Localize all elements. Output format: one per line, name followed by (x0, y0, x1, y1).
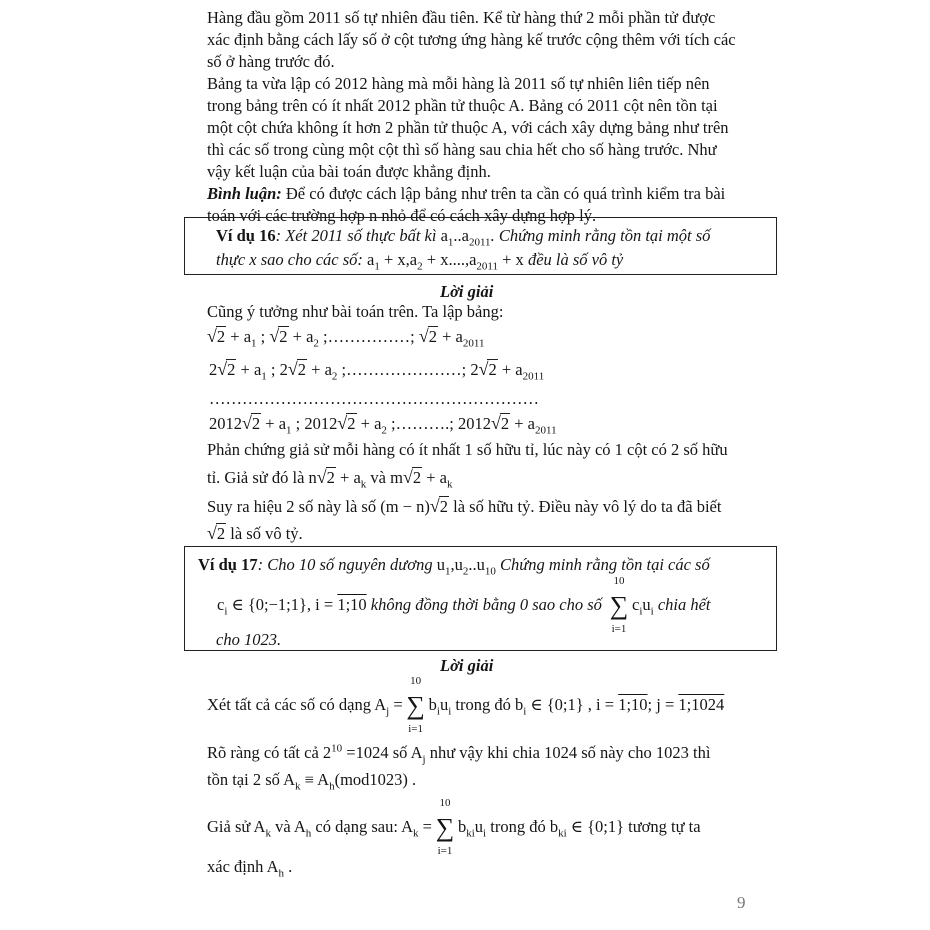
intro-line-2: xác định bằng cách lấy số ở cột tương ứng hàng kế trước cộng thêm với tích các (207, 30, 736, 49)
l3-text-a: tồn tại 2 số (207, 770, 284, 789)
intro-line-4: Bảng ta vừa lập có 2012 hàng mà mỗi hàng là 2011 số tự nhiên liên tiếp nên (207, 74, 710, 93)
p3-text-b: là số hữu tỷ. Điều này vô lý do ta đã biết (449, 497, 722, 516)
sum-symbol: 10 ∑ i=1 (609, 575, 629, 635)
l2-text-c: như vậy khi chia 1024 số này cho 1023 thì (425, 743, 711, 762)
intro-line-1: Hàng đầu gồm 2011 số tự nhiên đầu tiên. Kể từ hàng thứ 2 mỗi phần tử được (207, 8, 716, 27)
example-17-text-1: : Cho 10 số nguyên dương (257, 555, 437, 574)
solution-16-para-2: tỉ. Giả sử đó là $n√2 + a_k$ và $m√2 + a_k$ (207, 467, 453, 491)
example-16-line-1 (216, 226, 711, 249)
comment-label: Bình luận: (207, 184, 282, 203)
example-16-label: Ví dụ 16 (216, 226, 276, 245)
row-4-dots: ………. (395, 414, 450, 433)
solution-16-para-4: √2 là số vô tỷ. (207, 523, 303, 543)
page-number: 9 (737, 893, 746, 912)
table-row-1: $√2 + a_1$ ; $√2 + a_2$ ;……………; $√2 + a_{2011}$ (207, 326, 485, 350)
comment-line (207, 184, 725, 204)
l1-text-a: Xét tất cả các số có dạng (207, 694, 375, 714)
p4-text: là số vô tỷ. (226, 524, 303, 543)
l5-text-a: xác định (207, 857, 267, 876)
p2-text-b: và (366, 468, 391, 487)
l2-text-a: Rõ ràng có tất cả (207, 743, 323, 762)
p2-text-a: tỉ. Giả sử đó là (207, 468, 309, 487)
example-17-line-3: cho 1023. (216, 630, 282, 649)
l4-text-e: tương tự ta (624, 816, 701, 836)
example-17-line-1 (198, 555, 710, 578)
example-17-text-2: Chứng minh rằng tồn tại các số (495, 555, 710, 574)
intro-line-10: toán với các trường hợp n nhỏ để có cách xây dựng hợp lý. (207, 206, 597, 225)
intro-line-8: vậy kết luận của bài toán được khẳng định. (207, 162, 491, 181)
solution-17-line-5: xác định $A_h$ . (207, 857, 293, 880)
example-16-line-2 (216, 250, 624, 273)
table-dots-row: …………………………………………………… (209, 389, 539, 408)
solution-16-line-1: Cũng ý tưởng như bài toán trên. Ta lập bảng: (207, 302, 504, 321)
example-17-line-2: $c_i$ ∈ {0;−1;1}, i = 1;10 không đồng thời bằng 0 sao cho số 10 ∑ i=1 $c_iu_i$ chia hết (217, 575, 711, 635)
solution-17-line-3: tồn tại 2 số $A_k \equiv A_h(mod1023)$ . (207, 770, 417, 793)
solution-16-para-1: Phản chứng giả sử mỗi hàng có ít nhất 1 số hữu tỉ, lúc này có 1 cột có 2 số hữu (207, 440, 728, 459)
solution-17-line-1: Xét tất cả các số có dạng $A_j$ = 10 ∑ i=1 $b_iu_i$ trong đó $b_i$ ∈ {0;1} , i = 1;10; j = 1;1024 (207, 675, 725, 735)
solution-16-title: Lời giải (440, 282, 494, 301)
intro-line-7: thì các số trong cùng một cột thì số hàng sau chia hết cho số hàng trước. Như (207, 140, 717, 159)
l2-text-b: =1024 số (342, 743, 411, 762)
intro-line-5: trong bảng trên có ít nhất 2012 phần tử thuộc A. Bảng có 2011 cột nên tồn tại (207, 96, 718, 115)
row-2-dots: ………………… (346, 360, 462, 379)
intro-line-6: một cột chứa không ít hơn 2 phần tử thuộc A, với cách xây dựng bảng như trên (207, 118, 729, 137)
math-u1-u10: $u_1,u_2..u_{10}$ (436, 555, 496, 578)
l4-text-d: trong đó (486, 816, 550, 836)
solution-17-title: Lời giải (440, 656, 494, 675)
l1-text-b: trong đó (451, 694, 515, 714)
solution-16-para-3: Suy ra hiệu 2 số này là số (m − n)√2 là số hữu tỷ. Điều này vô lý do ta đã biết (207, 496, 722, 516)
example-16-text-3: thực x sao cho các số: (216, 250, 368, 269)
example-17-text-4: chia hết (653, 594, 711, 614)
math-ci-set: $c_i$ ∈ {0;−1;1}, i = 1;10 (217, 594, 367, 618)
math-a-plus-x: $a_1 + x,a_2 + x....,a_{2011} + x$ (367, 250, 524, 273)
example-16-text-4: đều là số vô tỷ (523, 250, 624, 269)
solution-17-line-4: Giả sử $A_k$ và $A_h$ có dạng sau: $A_k$ = 10 ∑ i=1 $b_{ki}u_i$ trong đó $b_{ki}$ ∈ {0;1} tương tự ta (207, 797, 701, 857)
solution-17-line-2: Rõ ràng có tất cả $2^{10} =1024$ số $A_j$ như vậy khi chia 1024 số này cho 1023 thì (207, 742, 711, 766)
l4-text-c: có dạng sau: (311, 816, 402, 836)
math-a1-a2011: $a_1..a_{2011}$ (440, 226, 491, 249)
example-16-text-2: . Chứng minh rằng tồn tại một số (490, 226, 711, 245)
example-16-text-1: : Xét 2011 số thực bất kì (275, 226, 441, 245)
comment-text: Để có được cách lập bảng như trên ta cần có quá trình kiểm tra bài (281, 184, 726, 203)
table-row-2: $2√2 + a_1$ ; $2√2 + a_2$ ;…………………; $2√2 + a_{2011}$ (209, 359, 545, 383)
p3-text-a: Suy ra hiệu 2 số này là số (207, 497, 381, 516)
row-1-dots: …………… (327, 327, 411, 346)
intro-line-3: số ở hàng trước đó. (207, 52, 335, 71)
table-row-4: $2012√2 + a_1$ ; $2012√2 + a_2$ ;……….; $2012√2 + a_{2011}$ (209, 413, 557, 437)
l4-text-b: và (270, 816, 294, 836)
example-17-label: Ví dụ 17 (198, 555, 258, 574)
example-17-text-3: không đồng thời bằng 0 sao cho số (366, 594, 606, 614)
l4-text-a: Giả sử (207, 816, 254, 836)
